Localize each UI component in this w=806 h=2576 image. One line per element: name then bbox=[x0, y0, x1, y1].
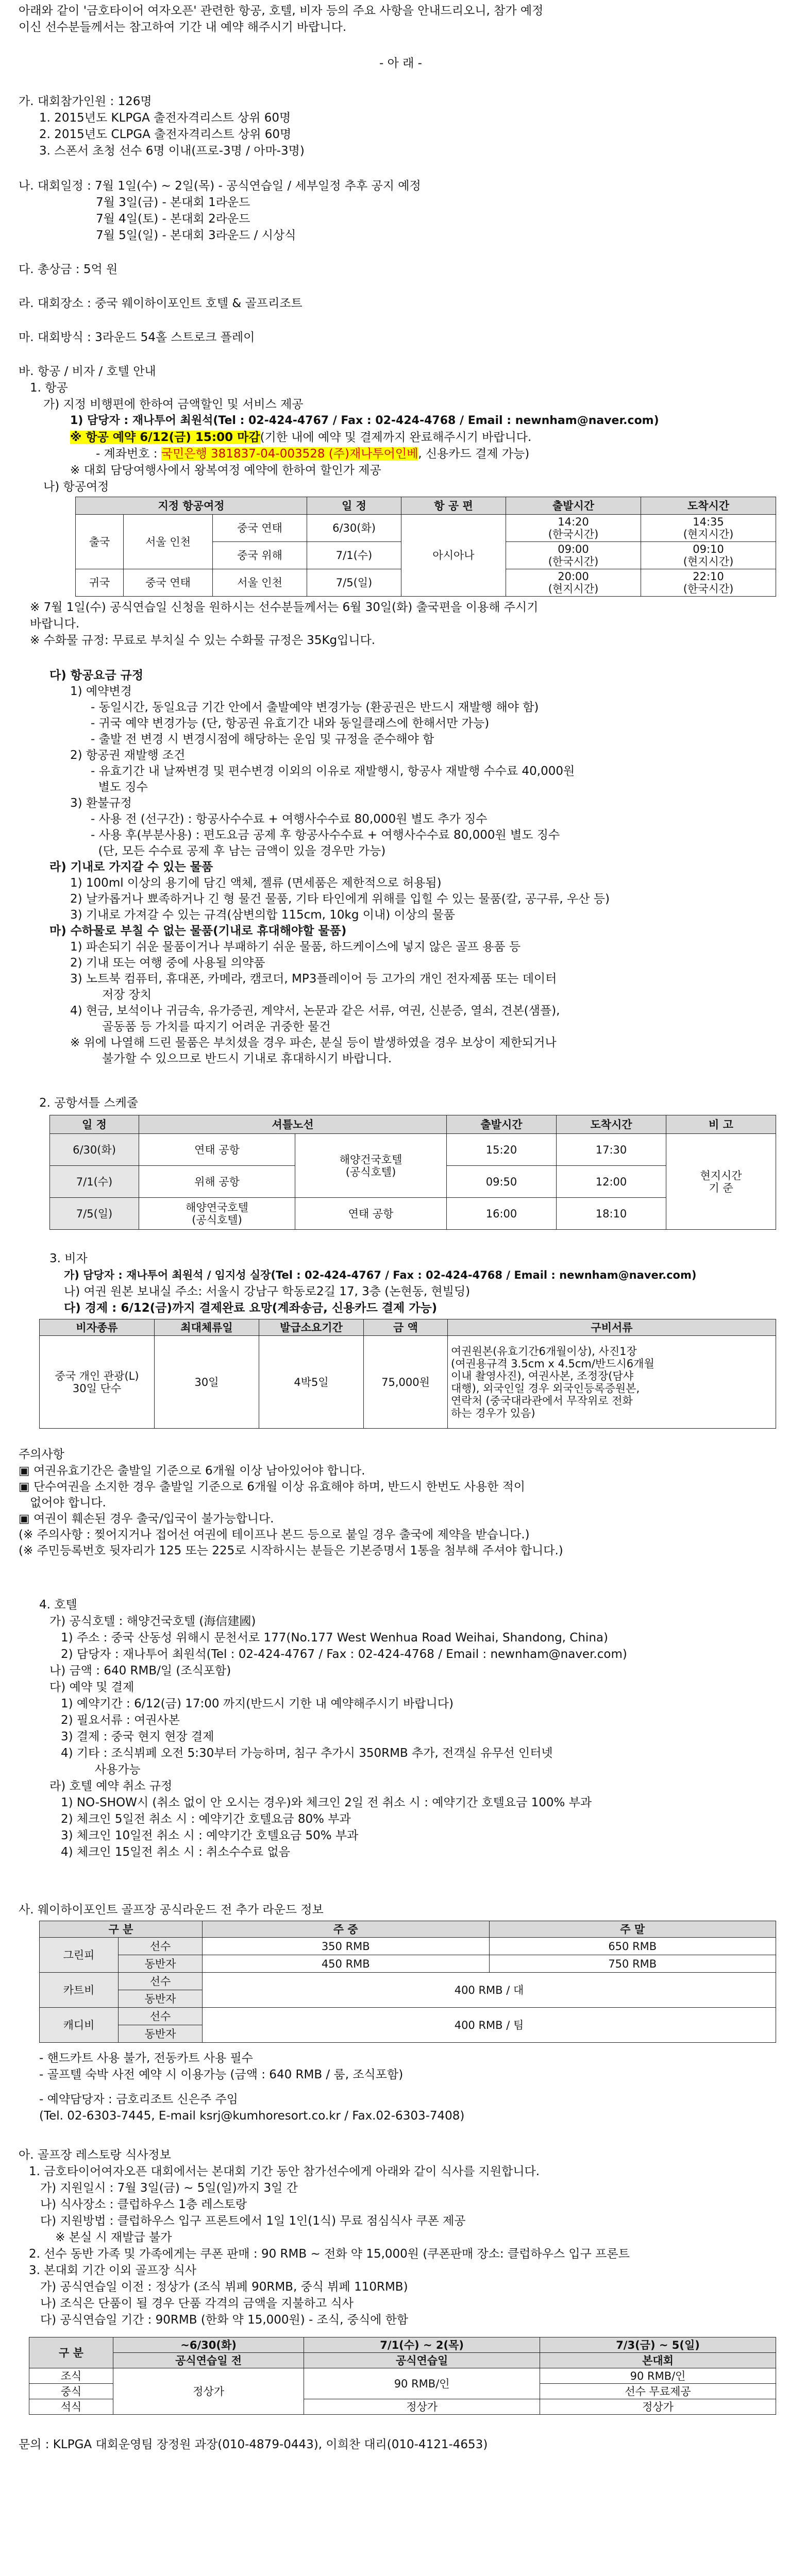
cell: 400 RMB / 팀 bbox=[203, 2008, 776, 2043]
meal-details bbox=[29, 2164, 781, 2329]
hotel-line: 라) 호텔 예약 취소 규정 bbox=[49, 1780, 173, 1793]
cell: 서울 인천 bbox=[213, 569, 307, 597]
header-cell: 일 정 bbox=[307, 497, 401, 515]
cell: 6/30(화) bbox=[307, 515, 401, 542]
header-cell: 지정 항공여정 bbox=[76, 497, 307, 515]
header-cell: 비 고 bbox=[666, 1115, 776, 1134]
air-agent-note: ※ 대회 담당여행사에서 왕복여정 예약에 한하여 할인가 제공 bbox=[70, 464, 381, 477]
hotel-line: 3) 체크인 10일전 취소 시 : 예약기간 호텔요금 50% 부과 bbox=[49, 1829, 359, 1842]
cell: 7/1(수) bbox=[307, 542, 401, 569]
air-account bbox=[96, 446, 529, 462]
header-cell: 주 말 bbox=[489, 1921, 776, 1938]
caution-line: (※ 주민등록번호 뒷자리가 125 또는 225로 시작하시는 분들은 기본증명서 1통을 첨부해 주셔야 합니다.) bbox=[19, 1544, 563, 1557]
cell: 중국 연태 bbox=[213, 515, 307, 542]
golf-table bbox=[39, 1921, 776, 2043]
air-line: 가) 지정 비행편에 한하여 금액할인 및 서비스 제공 bbox=[43, 398, 304, 411]
cell: 동반자 bbox=[119, 1990, 203, 2008]
cell: 14:35 (현지시간) bbox=[641, 515, 776, 542]
header-cell: 도착시간 bbox=[557, 1115, 666, 1134]
rule-line: 1) 파손되기 쉬운 물품이거나 부패하기 쉬운 물품, 하드케이스에 넣지 않은 골프 용품 등 bbox=[70, 940, 521, 954]
meal-line: 다) 지원방법 : 클럽하우스 입구 프론트에서 1일 1인(1식) 무료 점심식사 쿠폰 제공 bbox=[29, 2214, 466, 2228]
account-number: 국민은행 381837-04-003528 (주)재나투어인베 bbox=[161, 447, 418, 461]
rule-line: - 유효기간 내 날짜변경 및 편수변경 이외의 이유로 재발행시, 항공사 재발행 수수료 40,000원 bbox=[91, 765, 575, 778]
cell: 위해 공항 bbox=[139, 1166, 295, 1198]
cell: 15:20 bbox=[447, 1134, 557, 1166]
account-post: , 신용카드 결제 가능) bbox=[418, 447, 530, 461]
hotel-line: 1) 주소 : 중국 산동성 위해시 문천서로 177(No.177 West Wenhua Road Weihai, Shandong, China) bbox=[49, 1631, 608, 1645]
cautions-title: 주의사항 bbox=[19, 1448, 64, 1461]
golf-note: (Tel. 02-6303-7445, E-mail ksrj@kumhoresort.co.kr / Fax.02-6303-7408) bbox=[39, 2109, 465, 2123]
header-cell: 출발시간 bbox=[447, 1115, 557, 1134]
cell: 18:10 bbox=[557, 1198, 666, 1230]
intro-line: 이신 선수분들께서는 참고하여 기간 내 예약 해주시기 바랍니다. bbox=[19, 21, 347, 34]
header-cell: 주 중 bbox=[203, 1921, 490, 1938]
flight-table bbox=[75, 497, 776, 597]
header-cell: 도착시간 bbox=[641, 497, 776, 515]
rule-line: 별도 징수 bbox=[91, 781, 148, 794]
hotel-line: 2) 담당자 : 재나투어 최원석(Tel : 02-424-4767 / Fax : 02-424-4768 / Email : newnham@naver.com) bbox=[49, 1648, 627, 1661]
meal-line: 가) 공식연습일 이전 : 정상가 (조식 뷔페 90RMB, 중식 뷔페 110RMB) bbox=[29, 2280, 408, 2294]
cell: 4박5일 bbox=[259, 1336, 364, 1429]
cell: 중국 위해 bbox=[213, 542, 307, 569]
rule-line: 불가할 수 있으므로 반드시 기내로 휴대하시기 바랍니다. bbox=[91, 1052, 392, 1065]
rule-line: - 귀국 예약 변경가능 (단, 항공권 유효기간 내와 동일클래스에 한해서만 가능) bbox=[91, 717, 490, 730]
cell: 22:10 (한국시간) bbox=[641, 569, 776, 597]
cell: 6/30(화) bbox=[50, 1134, 139, 1166]
hotel-line: 4) 기타 : 조식뷔페 오전 5:30부터 가능하며, 침구 추가시 350RMB 추가, 전객실 유무선 인터넷 bbox=[49, 1747, 553, 1760]
rule-line: - 동일시간, 동일요금 기간 안에서 출발예약 변경가능 (환공권은 반드시 재발행 해야 함) bbox=[91, 701, 539, 714]
list-item: 7월 4일(토) - 본대회 2라운드 bbox=[96, 212, 250, 226]
section-na-title: 나. 대회일정 : 7월 1일(수) ~ 2일(목) - 공식연습일 / 세부일정 추후 공지 예정 bbox=[19, 179, 421, 193]
rule-line: - 출발 전 변경 시 변경시점에 해당하는 운임 및 규정을 준수해야 함 bbox=[91, 733, 434, 746]
section-ga-title: 가. 대회참가인원 : 126명 bbox=[19, 95, 152, 108]
golf-note: - 예약담당자 : 금호리조트 신은주 주임 bbox=[39, 2093, 238, 2106]
footer-contact: 문의 : KLPGA 대회운영팀 장정원 과장(010-4879-0443), 이희찬 대리(010-4121-4653) bbox=[19, 2438, 488, 2451]
cell: 중식 bbox=[29, 2384, 113, 2399]
cell: 정상가 bbox=[113, 2368, 304, 2415]
cell: 450 RMB bbox=[203, 1955, 490, 1973]
cell: 동반자 bbox=[119, 1955, 203, 1973]
header-cell: 본대회 bbox=[540, 2353, 776, 2368]
rule-line: (단, 모든 수수료 공제 후 남는 금액이 있을 경우만 가능) bbox=[91, 844, 386, 858]
cell: 연태 공항 bbox=[295, 1198, 447, 1230]
meal-line: 가) 지원일시 : 7월 3일(금) ~ 5일(일)까지 3일 간 bbox=[29, 2181, 298, 2195]
cell: 750 RMB bbox=[489, 1955, 776, 1973]
visa-line: 다) 경제 : 6/12(금)까지 결제완료 요망(계좌송금, 신용카드 결제 가능) bbox=[64, 1301, 438, 1315]
cell: 650 RMB bbox=[489, 1938, 776, 1955]
section-da: 다. 총상금 : 5억 원 bbox=[19, 263, 118, 276]
cell: 정상가 bbox=[540, 2399, 776, 2415]
cell: 선수 bbox=[119, 2008, 203, 2025]
header-cell: 비자종류 bbox=[40, 1319, 155, 1336]
hotel-line: 2) 필요서류 : 여권사본 bbox=[49, 1714, 180, 1727]
cell: 7/1(수) bbox=[50, 1166, 139, 1198]
cell: 해양건국호텔 (공식호텔) bbox=[295, 1134, 447, 1198]
hotel-line: 2) 체크인 5일전 취소 시 : 예약기간 호텔요금 80% 부과 bbox=[49, 1812, 351, 1826]
hotel-details bbox=[49, 1614, 786, 1861]
header-cell: 셔틀노선 bbox=[139, 1115, 447, 1134]
rule-line: 라) 기내로 가지갈 수 있는 물품 bbox=[49, 860, 213, 874]
meal-line: 1. 금호타이어여자오픈 대회에서는 본대회 기간 동안 참가선수에게 아래와 같이 식사를 지원합니다. bbox=[29, 2165, 540, 2178]
cell: 동반자 bbox=[119, 2025, 203, 2043]
list-item: 7월 5일(일) - 본대회 3라운드 / 시상식 bbox=[96, 229, 296, 242]
cell: 중국 연태 bbox=[124, 569, 213, 597]
cell: 출국 bbox=[76, 515, 124, 569]
cell: 서울 인천 bbox=[124, 515, 213, 569]
caution-line: ▣ 단수여권을 소지한 경우 출발일 기준으로 6개월 이상 유효해야 하며, 반드시 한번도 사용한 적이 bbox=[19, 1480, 526, 1494]
cell: 350 RMB bbox=[203, 1938, 490, 1955]
rule-line: 2) 항공권 재발행 조건 bbox=[70, 749, 186, 762]
header-cell: 최대체류일 bbox=[155, 1319, 259, 1336]
section-ra: 라. 대회장소 : 중국 웨이하이포인트 호텔 & 골프리조트 bbox=[19, 297, 303, 310]
hotel-line: 가) 공식호텔 : 해양건국호텔 (海信建國) bbox=[49, 1615, 256, 1628]
cell: 12:00 bbox=[557, 1166, 666, 1198]
section-ma: 마. 대회방식 : 3라운드 54홀 스트로크 플레이 bbox=[19, 331, 255, 344]
rule-line: ※ 위에 나열해 드린 물품은 부치셨을 경우 파손, 분실 등이 발생하였을 경우 보상이 제한되거나 bbox=[70, 1036, 557, 1049]
air-schedule-label: 나) 항공여정 bbox=[43, 480, 109, 494]
rule-line: 다) 항공요금 규정 bbox=[49, 669, 144, 682]
cell: 선수 bbox=[119, 1938, 203, 1955]
rule-line: 1) 100ml 이상의 용기에 담긴 액체, 젤류 (면세품은 제한적으로 허용됨) bbox=[70, 876, 442, 890]
visa-line: 가) 담당자 : 재나투어 최원석 / 임지성 실장(Tel : 02-424-4767 / Fax : 02-424-4768 / Email : newnham@naver.com) bbox=[64, 1269, 697, 1281]
flight-note: 바랍니다. bbox=[30, 617, 80, 631]
list-item: 3. 스폰서 초청 선수 6명 이내(프로-3명 / 아마-3명) bbox=[39, 144, 305, 158]
hotel-title: 4. 호텔 bbox=[39, 1598, 77, 1612]
cell: 카트비 bbox=[40, 1973, 119, 2008]
hotel-line: 1) 예약기간 : 6/12(금) 17:00 까지(반드시 기한 내 예약해주시기 바랍니다) bbox=[49, 1697, 454, 1710]
rule-line: 3) 기내로 가져갈 수 있는 규격(삼변의합 115cm, 10kg 이내) 이상의 물품 bbox=[70, 908, 455, 922]
header-cell: 금 액 bbox=[364, 1319, 448, 1336]
rule-line: 4) 현금, 보석이나 귀금속, 유가증권, 계약서, 논문과 같은 서류, 여권, 신분증, 열쇠, 견본(샘플), bbox=[70, 1004, 560, 1018]
visa-table bbox=[39, 1319, 776, 1429]
hotel-line: 다) 예약 및 결제 bbox=[49, 1681, 135, 1694]
header-cell: 7/3(금) ~ 5(일) bbox=[540, 2337, 776, 2353]
rule-line: 마) 수하물로 부칠 수 없는 물품(기내로 휴대해야할 물품) bbox=[49, 924, 347, 938]
cell: 400 RMB / 대 bbox=[203, 1973, 776, 2008]
cell: 선수 무료제공 bbox=[540, 2384, 776, 2399]
cell: 20:00 (현지시간) bbox=[506, 569, 641, 597]
account-label: - 계좌번호 : bbox=[96, 447, 161, 461]
cell: 정상가 bbox=[304, 2399, 540, 2415]
header-cell: 구 분 bbox=[29, 2337, 113, 2368]
cell: 7/5(일) bbox=[307, 569, 401, 597]
rule-line: 골동품 등 가치를 따지기 어려운 귀중한 물건 bbox=[91, 1020, 331, 1033]
meal-line: 나) 조식은 단품이 될 경우 단품 각격의 금액을 지불하고 식사 bbox=[29, 2297, 354, 2310]
meal-table bbox=[29, 2337, 776, 2415]
caution-line: ▣ 여권이 훼손된 경우 출국/입국이 불가능합니다. bbox=[19, 1512, 274, 1526]
cell: 캐디비 bbox=[40, 2008, 119, 2043]
meal-title: 아. 골프장 레스토랑 식사정보 bbox=[19, 2148, 171, 2162]
header-cell: 공식연습일 전 bbox=[113, 2353, 304, 2368]
cell: 90 RMB/인 bbox=[540, 2368, 776, 2384]
cell: 선수 bbox=[119, 1973, 203, 1990]
deadline-text: ※ 항공 예약 6/12(금) 15:00 마감 bbox=[70, 431, 260, 444]
meal-line: 나) 식사장소 : 클럽하우스 1층 레스토랑 bbox=[29, 2198, 247, 2211]
cell: 09:00 (한국시간) bbox=[506, 542, 641, 569]
cell: 17:30 bbox=[557, 1134, 666, 1166]
deadline-rest: (기한 내에 예약 및 결제까지 완료해주시기 바랍니다. bbox=[260, 431, 532, 444]
intro-line: 아래와 같이 '금호타이어 여자오픈' 관련한 항공, 호텔, 비자 등의 주요 사항을 안내드리오니, 참가 예정 bbox=[19, 4, 544, 18]
cell: 귀국 bbox=[76, 569, 124, 597]
cell: 90 RMB/인 bbox=[304, 2368, 540, 2399]
header-cell: 구비서류 bbox=[448, 1319, 776, 1336]
rule-line: - 사용 전 (선구간) : 항공사수수료 + 여행사수수료 80,000원 별도 추가 징수 bbox=[91, 812, 488, 826]
cell: 중국 개인 관광(L) 30일 단수 bbox=[40, 1336, 155, 1429]
header-cell: 항 공 편 bbox=[401, 497, 506, 515]
rule-line: 저장 장치 bbox=[91, 988, 152, 1002]
rule-line: 2) 기내 또는 여행 중에 사용될 의약품 bbox=[70, 956, 265, 970]
air-deadline bbox=[70, 430, 531, 445]
cell: 09:10 (현지시간) bbox=[641, 542, 776, 569]
caution-line: (※ 주의사항 : 찢어지거나 접어선 여권에 테이프나 본드 등으로 붙일 경우 출국에 제약을 받습니다.) bbox=[19, 1528, 530, 1541]
meal-line: ※ 본실 시 재발급 불가 bbox=[29, 2231, 172, 2244]
cell: 아시아나 bbox=[401, 515, 506, 597]
hotel-line: 사용가능 bbox=[49, 1763, 141, 1776]
cell: 14:20 (한국시간) bbox=[506, 515, 641, 542]
transfer-table bbox=[49, 1115, 776, 1230]
flight-note: ※ 7월 1일(수) 공식연습일 신청을 원하시는 선수분들께서는 6월 30일(화) 출국편을 이용해 주시기 bbox=[30, 601, 539, 614]
cell: 30일 bbox=[155, 1336, 259, 1429]
rule-line: 3) 환불규정 bbox=[70, 796, 132, 810]
list-item: 2. 2015년도 CLPGA 출전자격리스트 상위 60명 bbox=[39, 128, 292, 141]
hotel-line: 4) 체크인 15일전 취소 시 : 취소수수료 없음 bbox=[49, 1845, 291, 1859]
meal-line: 3. 본대회 기간 이외 골프장 식사 bbox=[29, 2264, 197, 2277]
heading: - 아 래 - bbox=[379, 57, 422, 70]
cell: 7/5(일) bbox=[50, 1198, 139, 1230]
list-item: 1. 2015년도 KLPGA 출전자격리스트 상위 60명 bbox=[39, 111, 291, 125]
rule-line: 2) 날카롭거나 뾰족하거나 긴 형 물건 물품, 기타 타인에게 위해를 입힐 수 있는 물품(칼, 공구류, 우산 등) bbox=[70, 892, 610, 906]
flight-note: ※ 수화물 규정: 무료로 부치실 수 있는 수화물 규정은 35Kg입니다. bbox=[30, 634, 376, 647]
caution-line: 없어야 합니다. bbox=[19, 1496, 106, 1510]
caution-line: ▣ 여권유효기간은 출발일 기준으로 6개월 이상 남아있어야 합니다. bbox=[19, 1464, 365, 1478]
header-cell: ~6/30(화) bbox=[113, 2337, 304, 2353]
section-ba-title: 바. 항공 / 비자 / 호텔 안내 bbox=[19, 365, 156, 378]
meal-line: 2. 선수 동반 가족 및 가족에게는 쿠폰 판매 : 90 RMB ~ 전화 약 15,000원 (쿠폰판매 장소: 클럽하우스 입구 프론트 bbox=[29, 2247, 630, 2261]
cell: 09:50 bbox=[447, 1166, 557, 1198]
golf-note: - 핸드카트 사용 불가, 전동카트 사용 필수 bbox=[39, 2052, 253, 2065]
cell: 연태 공항 bbox=[139, 1134, 295, 1166]
golf-title: 사. 웨이하이포인트 골프장 공식라운드 전 추가 라운드 정보 bbox=[19, 1903, 324, 1917]
cell: 16:00 bbox=[447, 1198, 557, 1230]
header-cell: 일 정 bbox=[50, 1115, 139, 1134]
cell: 그린피 bbox=[40, 1938, 119, 1973]
header-cell: 구 분 bbox=[40, 1921, 203, 1938]
fare-rules bbox=[19, 668, 776, 1067]
air-contact: 1) 담당자 : 재나투어 최원석(Tel : 02-424-4767 / Fax : 02-424-4768 / Email : newnham@naver.com) bbox=[70, 414, 659, 427]
cautions bbox=[19, 1463, 786, 1559]
hotel-line: 나) 금액 : 640 RMB/일 (조식포함) bbox=[49, 1664, 231, 1677]
cell: 현지시간 기 준 bbox=[666, 1134, 776, 1230]
header-cell: 공식연습일 bbox=[304, 2353, 540, 2368]
cell: 여권원본(유효기간6개월이상), 사진1장 (여권용규격 3.5cm x 4.5cm/반드시6개월 이내 촬영사진), 여권사본, 조정장(담샤 대행), 외국인일 경우 외국인등록증원본, 연락처 (중국대라관에서 무작위로 전화 하는 경우가 있음) bbox=[448, 1336, 776, 1429]
header-cell: 발급소요기간 bbox=[259, 1319, 364, 1336]
header-cell: 7/1(수) ~ 2(목) bbox=[304, 2337, 540, 2353]
list-item: 7월 3일(금) - 본대회 1라운드 bbox=[96, 196, 250, 209]
cell: 조식 bbox=[29, 2368, 113, 2384]
visa-title: 3. 비자 bbox=[49, 1252, 88, 1265]
hotel-line: 1) NO-SHOW시 (취소 없이 안 오시는 경우)와 체크인 2일 전 취소 시 : 예약기간 호텔요금 100% 부과 bbox=[49, 1796, 592, 1809]
hotel-line: 3) 결제 : 중국 현지 현장 결제 bbox=[49, 1730, 214, 1743]
cell: 75,000원 bbox=[364, 1336, 448, 1429]
rule-line: 3) 노트북 컴퓨터, 휴대폰, 카메라, 캠코더, MP3플레이어 등 고가의 개인 전자제품 또는 데이터 bbox=[70, 972, 557, 986]
golf-note: - 골프텔 숙박 사전 예약 시 이용가능 (금액 : 640 RMB / 룸, 조식포함) bbox=[39, 2068, 404, 2081]
visa-line: 나) 여권 원본 보내실 주소: 서울시 강남구 학동로2길 17, 3층 (논현동, 현빌딩) bbox=[64, 1285, 471, 1298]
rule-line: 1) 예약변경 bbox=[70, 685, 132, 698]
transfer-title: 2. 공항셔틀 스케줄 bbox=[39, 1096, 139, 1110]
header-cell: 출발시간 bbox=[506, 497, 641, 515]
rule-line: - 사용 후(부분사용) : 편도요금 공제 후 항공사수수료 + 여행사수수료 80,000원 별도 징수 bbox=[91, 828, 560, 842]
air-title: 1. 항공 bbox=[30, 381, 68, 395]
meal-line: 다) 공식연습일 기간 : 90RMB (한화 약 15,000원) - 조식, 중식에 한함 bbox=[29, 2313, 409, 2327]
cell: 석식 bbox=[29, 2399, 113, 2415]
cell: 해양연국호텔 (공식호텔) bbox=[139, 1198, 295, 1230]
